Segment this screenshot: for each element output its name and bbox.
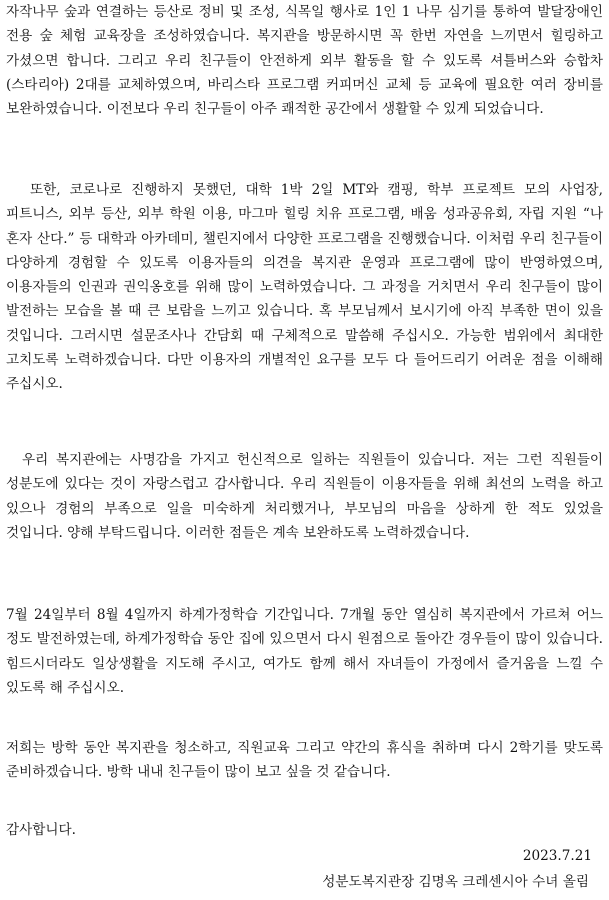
paragraph-staff: 우리 복지관에는 사명감을 가지고 헌신적으로 일하는 직원들이 있습니다. 저는 그런 직원들이 성분도에 있다는 것이 자랑스럽고 감사합니다. 우리 직원들이 이용자들을 위해 최선의 노력을 하고 있으나 경험의 부족으로 일을 미숙하게 처리했거나, 부모님의 마음을 상하게 한 적도 있었을 것입니다. 양해 부탁드립니다. 이러한 점들은 계속 보완하도록 노력하겠습니다. bbox=[6, 452, 603, 541]
letter-date: 2023.7.21 bbox=[522, 848, 592, 864]
paragraph-facilities: 자작나무 숲과 연결하는 등산로 정비 및 조성, 식목일 행사로 1인 1 나무 심기를 통하여 발달장애인 전용 숲 체험 교육장을 조성하였습니다. 복지관을 방문하시면 꼭 한번 자연을 느끼면서 힐링하고 가셨으면 합니다. 그리고 우리 친구들이 안전하게 외부 활동을 할 수 있도록 셔틀버스와 승합차(스타리아) 2대를 교체하였으며, 바리스타 프로그램 커피머신 교체 등 교육에 필요한 여러 장비를 보완하였습니다. 이전보다 우리 친구들이 아주 쾌적한 공간에서 생활할 수 있게 되었습니다. bbox=[6, 4, 603, 118]
paragraph-vacation-plan: 저희는 방학 동안 복지관을 청소하고, 직원교육 그리고 약간의 휴식을 취하며 다시 2학기를 맞도록 준비하겠습니다. 방학 내내 친구들이 많이 보고 싶을 것 같습니다. bbox=[6, 740, 603, 781]
paragraph-summer-home-study: 7월 24일부터 8월 4일까지 하계가정학습 기간입니다. 7개월 동안 열심히 복지관에서 가르쳐 어느 정도 발전하였는데, 하계가정학습 동안 집에 있으면서 다시 원점으로 돌아간 경우들이 많이 있습니다. 힘드시더라도 일상생활을 지도해 주시고, 여가도 함께 해서 자녀들이 가정에서 즐거움을 느낄 수 있도록 해 주십시오. bbox=[6, 607, 603, 696]
signature-line: 성분도복지관장 김명옥 크레센시아 수녀 올림 bbox=[322, 874, 589, 890]
letter-page bbox=[6, 0, 603, 900]
paragraph-programs: 또한, 코로나로 진행하지 못했던, 대학 1박 2일 MT와 캠핑, 학부 프로젝트 모의 사업장, 피트니스, 외부 등산, 외부 학원 이용, 마그마 힐링 치유 프로그램, 배움 성과공유회, 자립 지원 “나 혼자 산다.” 등 대학과 아카데미, 챌린지에서 다양한 프로그램을 진행했습니다. 이처럼 우리 친구들이 다양하게 경험할 수 있도록 이용자들의 의견을 복지관 운영과 프로그램에 많이 반영하였으며, 이용자들의 인권과 권익옹호를 위해 많이 노력하였습니다. 그 과정을 거치면서 우리 친구들이 많이 발전하는 모습을 볼 때 큰 보람을 느끼고 있습니다. 혹 부모님께서 보시기에 아직 부족한 면이 있을 것입니다. 그러시면 설문조사나 간담회 때 구체적으로 말씀해 주십시오. 가능한 범위에서 최대한 고치도록 노력하겠습니다. 다만 이용자의 개별적인 요구를 모두 다 들어드리기 어려운 점을 이해해 주십시오. bbox=[6, 182, 603, 393]
closing-thanks: 감사합니다. bbox=[6, 822, 76, 838]
